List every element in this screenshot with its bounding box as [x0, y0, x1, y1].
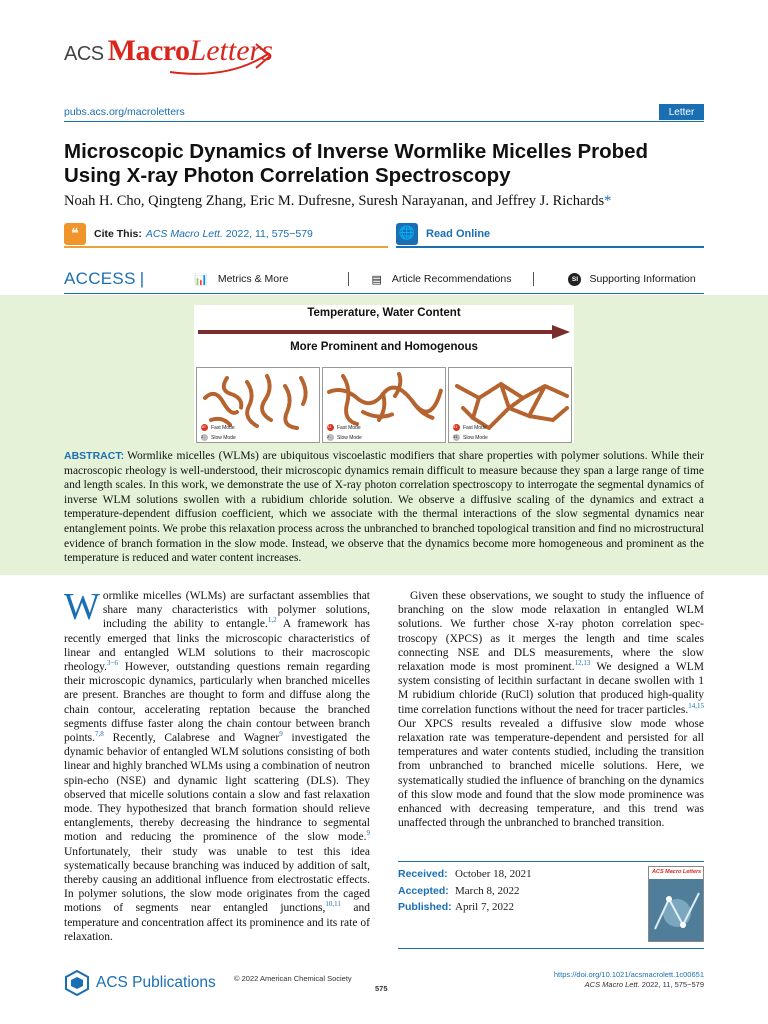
article-list-icon: ▤: [371, 272, 382, 286]
recommendations-label: Article Recommendations: [391, 273, 512, 285]
reference-link[interactable]: 9: [279, 730, 283, 739]
accepted-label: Accepted:: [398, 884, 449, 897]
access-rule: [64, 293, 704, 294]
dates-rule: [398, 861, 704, 862]
body-text: Unfortunately, their study was unable to test this idea systematically because branching was induced by addition of salt, thereby causing an additional influence from electrostatic effects. In polymer solutions, the slow mode originates from the caged motions of segments near entangled junctions,: [64, 845, 370, 915]
slow-mode-icon: 31: [453, 434, 460, 441]
slow-mode-label: Slow Mode: [211, 434, 236, 441]
corresponding-author-mark[interactable]: *: [604, 193, 612, 209]
access-bar: [64, 266, 704, 292]
bar-chart-icon: 📊: [194, 272, 208, 286]
publisher-logo[interactable]: [64, 970, 216, 996]
authors-text: Noah H. Cho, Qingteng Zhang, Eric M. Dufresne, Suresh Narayanan, and Jeffrey J. Richards: [64, 193, 605, 209]
micelle-linear-illustration: [197, 368, 320, 443]
toc-top-label: Temperature, Water Content: [307, 307, 461, 319]
toc-panel-transition: [322, 367, 446, 443]
micelle-transition-illustration: [323, 368, 446, 443]
body-text: investigated the dynamic behavior of entangled WLM solutions consisting of both linear and highly branched WLMs using a combination of neutron spin-echo (NSE) and dynamic light scattering (DLS). They observed that micelle solutions contain a slow and fast relaxation mode. They hypothesized that branch formation should relieve entanglements, thereby decreasing the hindrance to segmental motion and reducing the prominence of the slow mode.: [64, 732, 370, 844]
received-label: Received:: [398, 868, 448, 880]
cite-this-box[interactable]: [64, 221, 388, 248]
received-date: October 18, 2021: [455, 868, 532, 880]
access-label: ACCESS: [64, 269, 136, 288]
reference-link[interactable]: 7,8: [95, 730, 104, 739]
published-label: Published:: [398, 901, 452, 913]
article-title: Microscopic Dynamics of Inverse Wormlike Micelles Probed Using X-ray Photon Correlation Spectroscopy: [64, 140, 649, 187]
logo-swoosh-icon: [168, 42, 272, 76]
dropcap: W: [64, 586, 100, 628]
journal-cover-thumbnail[interactable]: [648, 866, 704, 942]
article-type-badge: Letter: [659, 104, 704, 120]
reference-link[interactable]: 3−6: [107, 659, 118, 668]
supporting-label: Supporting Information: [589, 273, 696, 285]
body-column-left: [64, 586, 370, 944]
body-column-right: [398, 589, 704, 830]
slow-mode-label: Slow Mode: [337, 434, 362, 441]
published-row: [398, 899, 532, 916]
doi-link[interactable]: https://doi.org/10.1021/acsmacrolett.1c00651: [553, 970, 704, 979]
metrics-link[interactable]: [194, 273, 288, 286]
abstract: [64, 449, 704, 566]
accepted-date: March 8, 2022: [455, 884, 520, 897]
body-text: ormlike micelles (WLMs) are surfactant assemblies that share many characteristics with polymer solutions, including the ability to entangle.: [102, 590, 370, 631]
metrics-label: Metrics & More: [217, 273, 289, 285]
toc-arrow-icon: [198, 325, 570, 339]
fast-mode-label: Fast Mode: [463, 424, 487, 431]
body-text: However, outstanding questions remain regarding their microscopic dynamics, particularly when branched micelles are present. Branches are thought to form and diffuse along the chain contour, accelerating reptation because the branched segments diffuse faster along the chain contour between branch points.: [64, 661, 370, 745]
body-text: Our XPCS results revealed a diffusive slow mode whose relaxation rate was temperature-dependent and persisted for all temperatures and water contents studied, including the transition from unbranched to branched micelle solutions. Here, we systematically studied the influence of branching on the dynamics of this slow mode and found that the slow mode prominence was enhanced with decreasing temperature, and this trend was unaffected through the unbranched to branched transition.: [398, 717, 704, 830]
publisher-name: ACS Publications: [96, 974, 216, 991]
reference-link[interactable]: 9: [366, 829, 370, 838]
footer-citation-details: 2022, 11, 575−579: [639, 980, 704, 989]
slow-mode-icon: 2: [201, 434, 208, 441]
slow-mode-icon: 2: [327, 434, 334, 441]
logo-acs: ACS: [64, 43, 104, 65]
logo-letters: Letters: [189, 34, 273, 67]
cite-details: 2022, 11, 575−579: [225, 227, 313, 240]
fast-mode-icon: 31: [327, 424, 334, 431]
reference-link[interactable]: 14,15: [688, 701, 704, 710]
logo-macro: Macro: [107, 34, 190, 67]
fast-mode-label: Fast Mode: [337, 424, 361, 431]
si-icon: SI: [568, 273, 581, 286]
body-text: and temperature and concentration affect its prominence and its rate of relaxation.: [64, 902, 370, 943]
fast-mode-label: Fast Mode: [211, 424, 235, 431]
footer-citation: [554, 980, 704, 990]
header-rule: [64, 121, 704, 122]
cite-journal: ACS Macro Lett.: [145, 227, 223, 240]
reference-link[interactable]: 1,2: [267, 616, 277, 625]
body-text: Recently, Calabrese and Wagner: [103, 732, 280, 745]
footer-journal: ACS Macro Lett.: [584, 980, 640, 989]
reference-link[interactable]: 12,13: [574, 659, 591, 668]
toc-panels: [196, 367, 572, 443]
body-text: Given these observations, we sought to study the influence of branching on the slow mode relaxation in entangled WLM solutions. We further chose X-ray photon correlation spec-troscopy (XPCS) as it merges the length and time scales connecting NSE and DLS measurements, where the slow relaxation mode is most prominent.: [398, 590, 704, 674]
micelle-branched-illustration: [449, 368, 572, 443]
fast-mode-icon: 1E: [201, 424, 208, 431]
abstract-label: ABSTRACT:: [64, 450, 125, 462]
toc-mid-label: More Prominent and Homogenous: [290, 341, 478, 353]
received-row: [398, 866, 532, 883]
cite-label: Cite This:: [94, 227, 142, 240]
cover-title: ACS Macro Letters: [649, 867, 704, 879]
body-text: We designed a WLM system consisting of lecithin surfactant in decane swollen with 1 M rubidium chloride (RuCl) solution that produced high-quality time correlation functions without the need for tracer particles.: [398, 661, 704, 716]
legend-fast-mode: [453, 424, 487, 431]
dates-rule-bottom: [398, 948, 704, 949]
toc-panel-unbranched: [196, 367, 320, 443]
article-dates: [398, 866, 532, 916]
acs-hexagon-icon: [64, 970, 90, 996]
toc-graphic: [194, 305, 574, 443]
read-online-label[interactable]: Read Online: [426, 227, 491, 240]
read-online-box[interactable]: [396, 221, 704, 248]
recommendations-link[interactable]: [371, 273, 511, 286]
legend-fast-mode: [201, 424, 235, 431]
cover-art-icon: [649, 879, 704, 942]
doi-block: [554, 970, 704, 990]
quote-icon: ❝: [64, 223, 86, 245]
copyright: © 2022 American Chemical Society: [234, 974, 352, 983]
legend-slow-mode: [327, 434, 362, 441]
slow-mode-label: Slow Mode: [463, 434, 488, 441]
supporting-info-link[interactable]: [568, 273, 695, 286]
page-number: 575: [375, 984, 388, 993]
access-divider: [348, 272, 349, 286]
accepted-row: [398, 883, 532, 900]
access-divider: [533, 272, 534, 286]
author-list: [64, 193, 704, 210]
globe-icon: 🌐: [396, 223, 418, 245]
fast-mode-icon: 31: [453, 424, 460, 431]
legend-slow-mode: [453, 434, 488, 441]
abstract-text: Wormlike micelles (WLMs) are ubiquitous viscoelastic modifiers that share properties with polymer solutions. While their macroscopic rheology is well-understood, their microscopic dynamics remain difficult to measure because they span a large range of time and length scales. In this work, we demonstrate the use of X-ray photon correlation spectroscopy to interrogate the segmental dynamics of inverse WLM solutions swollen with a rubidium chloride solution. We observe a diffusive scaling of the dynamics and extract a temperature-dependent diffusion coefficient, which we associate with the thermal interactions of the slow segmental dynamics near entanglement points. We probe this relaxation process across the unbranched to branched topological transition and find no microstructural evidence of branch formation in the slow mode. Instead, we observe that the dynamics become more homogeneous and prominent as the temperature is reduced and water content increases.: [64, 450, 704, 565]
body-text: A framework has recently emerged that links the microscopic characteristics of linear and entangled WLM solutions to their macroscopic rheology.: [64, 618, 370, 674]
legend-slow-mode: [201, 434, 236, 441]
cite-reference[interactable]: [146, 228, 313, 240]
published-date: April 7, 2022: [455, 901, 514, 913]
legend-fast-mode: [327, 424, 361, 431]
journal-url[interactable]: pubs.acs.org/macroletters: [64, 106, 185, 118]
access-separator: |: [139, 269, 145, 288]
toc-panel-branched: [448, 367, 572, 443]
reference-link[interactable]: 10,11: [325, 900, 341, 909]
